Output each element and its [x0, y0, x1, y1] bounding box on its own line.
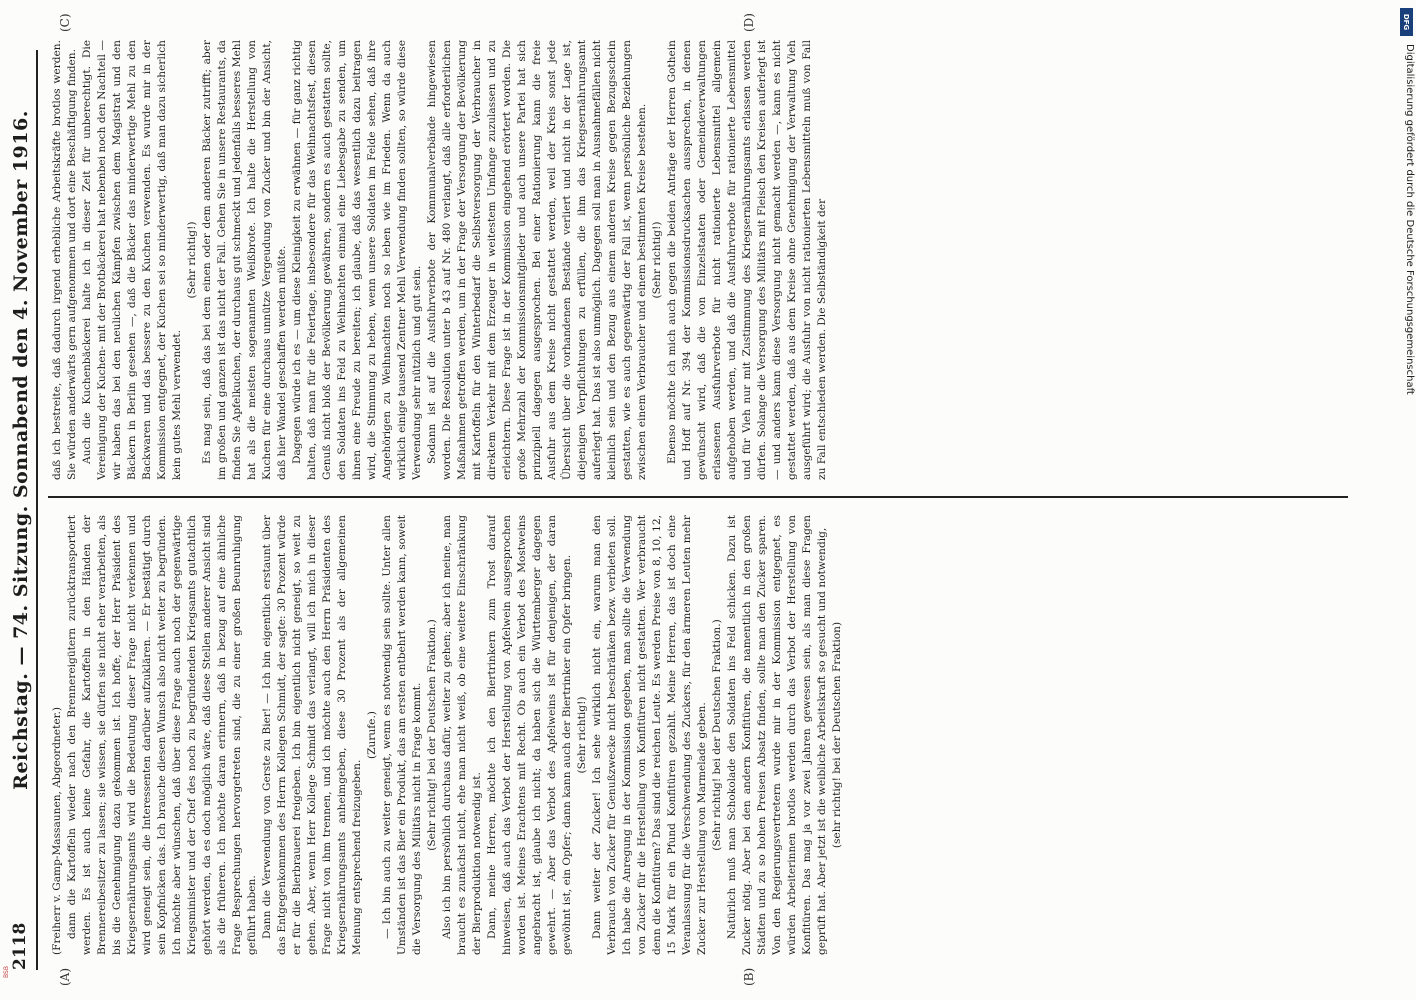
- interjection: (Zurufe.): [366, 711, 378, 759]
- right-text-column: [50, 40, 1340, 480]
- page-header: [8, 50, 38, 970]
- margin-mark-d: (D): [742, 13, 756, 32]
- paragraph: Dann weiter der Zucker! Ich sehe wirklich nicht ein, warum man den Verbrauch von Zucker für Genußzwecke nicht beschränken bezw. verbieten soll. Ich habe die Anregung in der Kommission gegeben, man sollte die Verwendung von Zucker für die Herstellung von Konfitüren nicht gestatten. Wer verbraucht denn die Konfitüren? Das sind die reichen Leute. Es werden Preise von 8, 10, 12, 15 Mark für ein Pfund Konfitüren gezahlt. Meine Herren, das ist doch eine Veranlassung für die Verschwendung des Zuckers, für den ärmeren Leuten mehr Zucker zur Herstellung von Marmelade geben.: [591, 515, 708, 955]
- dfg-logo: DFG: [1400, 8, 1413, 36]
- library-stamp: BSB: [3, 966, 10, 978]
- interjection: (Sehr richtig!): [651, 221, 663, 299]
- interjection: (Sehr richtig!): [576, 696, 588, 774]
- paragraph: Dann die Verwendung von Gerste zu Bier! — Ich bin eigentlich erstaunt über das Entgegenkommen des Herrn Kollegen Schmidt, der sagte: 30 Prozent würde er für die Bierbrauerei freigeben. Ich bin eigentlich nicht geneigt, so weit zu gehen. Aber, wenn Herr Kollege Schmidt das verlangt, will ich mich in dieser Frage nicht von ihm trennen, und ich möchte auch den Herrn Präsidenten des Kriegsernährungsamts anheimgeben, diese 30 Prozent als der allgemeinen Meinung entsprechend freizugeben.: [261, 515, 363, 955]
- paragraph: — Ich bin auch zu weiter geneigt, wenn es notwendig sein sollte. Unter allen Umständen ist das Bier ein Produkt, das am ersten entbehrt werden kann, soweit die Versorgung des Militärs nicht in Frage kommt.: [381, 515, 423, 955]
- paragraph: daß ich bestreite, daß dadurch irgend erhebliche Arbeitskräfte brotlos werden. Sie würden anderwärts gern aufgenommen und dort eine Beschäftigung finden.: [51, 40, 78, 480]
- margin-mark-c: (C): [58, 13, 72, 32]
- digitization-strip: [1398, 0, 1416, 1000]
- column-divider: [48, 496, 1348, 498]
- paragraph: Also ich bin persönlich durchaus dafür, weiter zu gehen; aber ich meine, man braucht es zunächst nicht, ehe man nicht weiß, ob eine weitere Einschränkung der Bierproduktion notwendig ist.: [441, 515, 483, 955]
- paragraph: Dagegen würde ich es — um diese Kleinigkeit zu erwähnen — für ganz richtig halten, daß man für die Feiertage, insbesondere für das Weihnachtsfest, diesen Genuß nicht bloß der Bevölkerung gewähren, sondern es auch gestatten sollte, den Soldaten ins Feld zu Weihnachten einmal eine Liebesgabe zu senden, um ihnen eine Freude zu bereiten; ich glaube, daß das wesentlich dazu beitragen wird, die Stimmung zu heben, wenn unsere Soldaten im Felde sehen, daß ihre Angehörigen zu Weihnachten noch so leben wie im Frieden. Wenn da auch wirklich einige tausend Zentner Mehl Verwendung finden sollten, so würde diese Verwendung sehr nützlich und gut sein.: [291, 40, 423, 480]
- running-title: Reichstag. — 74. Sitzung. Sonnabend den 4. November 1916.: [10, 110, 32, 790]
- interjection: (sehr richtig! bei der Deutschen Fraktion): [831, 621, 843, 849]
- margin-mark-a: (A): [58, 967, 72, 986]
- paragraph: dann die Kartoffeln wieder nach den Brennereigütern zurücktransportiert werden. Es ist auch keine Gefahr, die Kartoffeln in den Händen der Brennereibesitzer zu lassen; sie wissen, sie dürfen sie nicht eher verarbeiten, als bis die Genehmigung dazu gekommen ist. Ich hoffe, der Herr Präsident des Kriegsernährungsamts wird die Bedeutung dieser Frage nicht verkennen und wird geneigt sein, die Interessenten darüber aufzuklären. — Er bestätigt durch sein Kopfnicken das. Ich brauche diesen Wunsch also nicht weiter zu begründen. Ich möchte aber wünschen, daß über diese Frage auch noch der gegenwärtige Kriegsminister und der Chef des noch zu begründenden Kriegsamts gutachtlich gehört werden, da es doch möglich wäre, daß diese Stellen anderer Ansicht sind als die früheren. Ich möchte daran erinnern, daß in bezug auf eine ähnliche Frage Besprechungen hervorgetreten sind, die zu einer großen Beunruhigung geführt haben.: [66, 515, 258, 955]
- interjection: (Sehr richtig! bei der Deutschen Fraktion.): [426, 619, 438, 851]
- header-rule: [36, 50, 38, 970]
- speaker-line: (Freiherr v. Gamp-Massaunen, Abgeordneter.): [51, 707, 63, 955]
- paragraph: Dann, meine Herren, möchte ich den Biertrinkern zum Trost darauf hinweisen, daß auch das Verbot der Herstellung von Apfelwein ausgesprochen worden ist. Meines Erachtens mit Recht. Ob auch ein Verbot des Mostweins angebracht ist, glaube ich nicht; da haben sich die Württemberger dagegen gewehrt. — Aber das Verbot des Apfelweins ist für denjenigen, der daran gewöhnt ist, ein Opfer; dann kann auch der Biertrinker ein Opfer bringen.: [486, 515, 573, 955]
- paragraph: Auch die Kuchenbäckerei halte ich in dieser Zeit für unberechtigt. Die Vereinigung der Kuchen- mit der Brotbäckerei hat nebenbei noch den Nachteil — wir haben das bei den neulichen Kämpfen zwischen dem Magistrat und den Bäckern in Berlin gesehen —, daß die Bäcker das minderwertige Mehl zu den Backwaren und das bessere zu den Kuchen verwenden. Es wurde mir in der Kommission entgegnet, der Kuchen sei so minderwertig, daß man dazu sicherlich kein gutes Mehl verwendet.: [81, 40, 183, 480]
- paragraph: Es mag sein, daß das bei dem einen oder dem anderen Bäcker zutrifft; aber im großen und ganzen ist das nicht der Fall. Gehen Sie in unsere Restaurants, da finden Sie Apfelkuchen, der durchaus gut schmeckt und jedenfalls besseres Mehl hat als die meisten sogenannten Weißbrote. Ich halte die Herstellung von Kuchen für eine durchaus unnütze Vergeudung von Zucker und bin der Ansicht, daß hier Wandel geschaffen werden müßte.: [201, 40, 288, 480]
- margin-mark-b: (B): [742, 967, 756, 986]
- left-text-column: [50, 515, 1340, 955]
- digitization-note: Digitalisierung gefördert durch die Deutsche Forschungsgemeinschaft: [1404, 44, 1415, 395]
- paragraph: Sodann ist auf die Ausfuhrverbote der Kommunalverbände hingewiesen worden. Die Resolution unter b 43 auf Nr. 480 verlangt, daß alle erforderlichen Maßnahmen getroffen werden, um in der Frage der Versorgung der Bevölkerung mit Kartoffeln für den Winterbedarf die Selbstversorgung der Verbraucher in direktem Verkehr mit dem Erzeuger in weitestem Umfange zuzulassen und zu erleichtern. Diese Frage ist in der Kommission eingehend erörtert worden. Die große Mehrzahl der Kommissionsmitglieder und auch unsere Partei hat sich prinzipiell dagegen ausgesprochen. Bei einer Rationierung kann die freie Ausfuhr aus dem Kreise nicht gestattet werden, weil der Kreis sonst jede Übersicht über die vorhandenen Bestände verliert und nicht in der Lage ist, diejenigen Verpflichtungen zu erfüllen, die ihm das Kriegsernährungsamt auferlegt hat. Das ist also unmöglich. Dagegen soll man in Ausnahmefällen nicht kleinlich sein und den Bezug aus einem anderen Kreise gegen Bezugsschein gestatten, wie es auch gegenwärtig der Fall ist, wenn persönliche Beziehungen zwischen einem Verbraucher und einem bestimmten Kreise bestehen.: [426, 40, 648, 480]
- paragraph: Natürlich muß man Schokolade den Soldaten ins Feld schicken. Dazu ist Zucker nötig. Aber bei den andern Konfitüren, die namentlich in den großen Städten und zu so hohen Preisen Absatz finden, sollte man den Zucker sparen. Von den Regierungsvertretern wurde mir in der Kommission entgegnet, es würden Arbeiterinnen brotlos werden durch das Verbot der Herstellung von Konfitüren. Das mag ja vor zwei Jahren gewesen sein, als man diese Fragen geprüft hat. Aber jetzt ist die weibliche Arbeitskraft so gesucht und notwendig,: [726, 515, 828, 955]
- interjection: (Sehr richtig!): [186, 221, 198, 299]
- paragraph: Ebenso möchte ich mich auch gegen die beiden Anträge der Herren Gothein und Hoff auf Nr. 394 der Kommissionsdrucksachen aussprechen, in denen gewünscht wird, daß die von Einzelstaaten oder Gemeindeverwaltungen erlassenen Ausfuhrverbote für nicht rationierte Lebensmittel allgemein aufgehoben werden, und daß die Ausfuhrverbote für rationierte Lebensmittel und für Vieh nur mit Zustimmung des Kriegsernährungsamts erlassen werden dürfen. Solange die Versorgung des Militärs mit Fleisch den Kreisen auferlegt ist — und anders kann diese Versorgung nicht gemacht werden —, kann es nicht gestattet werden, daß aus dem Kreise ohne Genehmigung der Verwaltung Vieh ausgeführt wird; die Ausfuhr von nicht rationierten Lebensmitteln muß von Fall zu Fall entschieden werden. Die Selbständigkeit der: [666, 40, 828, 480]
- interjection: (Sehr richtig! bei der Deutschen Fraktion.): [711, 619, 723, 851]
- page-number: 2118: [10, 922, 30, 970]
